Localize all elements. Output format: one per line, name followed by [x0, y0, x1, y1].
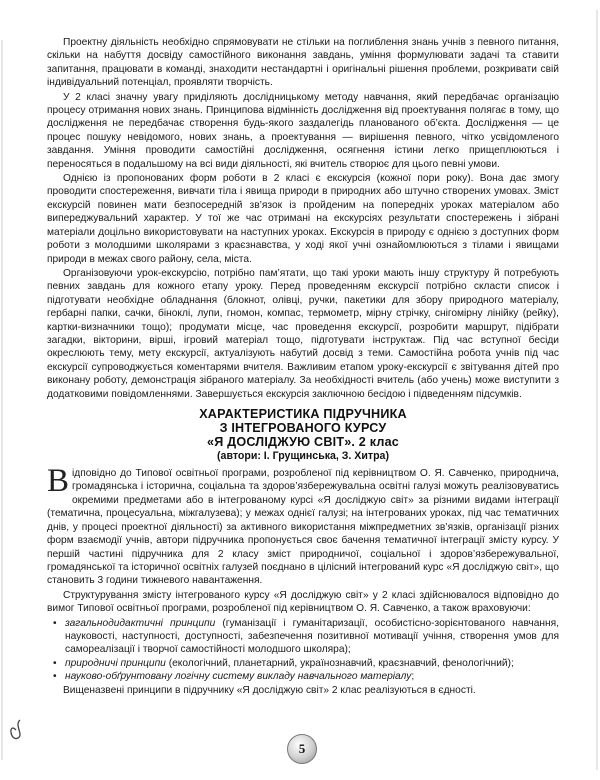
paragraph-excursion-lesson: Організовуючи урок-екскурсію, потрібно пам’ятати, що такі уроки мають іншу структуру й потребують певних завдань для кожного етапу уроку. Перед проведенням екскурсії потрібно скласти список і підготувати необхідне обладнання (блокнот, олівці, ручки, пакетики для збору природного матеріалу, гербарні папки, сачки, біноклі, лупи, гномон, компас, термометр, мірну стрічку, снігомірну лінійку (рейку), картки-визначники тощо); продумати місце, час проведення екскурсії, розробити маршрут, підібрати загадки, вікторини, вірші, ігровий матеріал тощо, підготувати інструктаж. Під час вступної бесіди окреслюють тему, мету екскурсії, актуалізують набутий досвід з теми. Самостійна робота учнів під час екскурсії супроводжується коментарями вчителя. Важливим етапом уроку-екскурсії є звітування дітей про виконану роботу, демонстрація зібраного матеріалу. За необхідності вчитель (або учень) може виступити з додатковими повідомленнями. Завершується екскурсія заключною бесідою і підведенням підсумків.	[47, 267, 559, 400]
list-item	[53, 617, 559, 657]
principle-term: природничі принципи	[65, 657, 166, 669]
paragraph-research-method: У 2 класі значну увагу приділяють дослідницькому методу навчання, який передбачає організацію процесу отримання нових знань. Принципова відмінність дослідження від проектування полягає в тому, що дослідження не передбачає створення будь-якого заздалегідь планованого об’єкта. Дослідження — це процес пошуку невідомого, нових знань, а проектування — вирішення певного, чітко усвідомленого завдання. Уміння проводити самостійні дослідження, осягнення істини легко прищеплюються і переносяться в подальшому на всі види діяльності, які вчитель створює для цього певні умови.	[47, 91, 559, 170]
scissors-mark-icon	[11, 720, 20, 739]
paragraph-program-text: ідповідно до Типової освітньої програми, розробленої під керівництвом О. Я. Савченко, природнича, громадянська і історична, соціальна та здоров’язбережувальна освітні галузі можуть реалізовуватись окремими предметами або в інтегрованому курсі «Я досліджую світ» за різними видами інтеграції (тематична, процесуальна, міжгалузева); у межах однієї галузі; на інтегрованих уроках, під час тематичних днів, у процесі проектної діяльності) за активного використання міжпредметних зв’язків, організації різних форм взаємодії учнів, автори підручника пропонується своє бачення тематичної інтеграції змісту курсу. У першій частині підручника для 2 класу зміст природничої, соціальної і здоров’язбережувальної, громадянської та історичної освітніх галузей поєднано в цілісний інтегрований курс «Я досліджую світ», що становить 3 години тижневого навантаження.	[47, 468, 559, 587]
principles-list	[47, 617, 559, 684]
principle-term: науково-обґрунтовану логічну систему викладу навчального матеріалу	[65, 671, 412, 683]
bullet-icon: •	[53, 617, 57, 629]
paragraph-program	[47, 463, 559, 588]
heading-line-1: ХАРАКТЕРИСТИКА ПІДРУЧНИКА	[199, 406, 407, 421]
heading-line-3: «Я ДОСЛІДЖУЮ СВІТ». 2 клас	[207, 435, 399, 450]
heading-line-2: З ІНТЕГРОВАНОГО КУРСУ	[219, 421, 387, 436]
principle-text: ;	[411, 671, 415, 683]
principle-text: (гуманізації і гуманітаризації, особистісно-зорієнтованого навчання, науковості, наступності, доступності, забезпечення позитивної мотивації учіння, створення умов для самореалізації і творчої самостійності молодшого школяра);	[65, 617, 559, 656]
list-item	[53, 670, 559, 683]
page-text	[47, 36, 559, 698]
page-number: 5	[298, 741, 306, 756]
paragraph-conclusion: Вищеназвені принципи в підручнику «Я досліджую світ» 2 клас реалізуються в єдності.	[63, 684, 476, 696]
list-item	[53, 657, 559, 670]
bullet-icon: •	[53, 671, 57, 683]
drop-cap-letter: В	[47, 463, 70, 500]
principle-term: загальнодидактичні принципи	[65, 617, 216, 629]
section-heading	[47, 407, 559, 463]
heading-authors: (автори: І. Грущинська, З. Хитра)	[217, 449, 389, 462]
paragraph-excursion: Однією із пропонованих форм роботи в 2 класі є екскурсія (кожної пори року). Вона дає змогу проводити спостереження, вивчати тіла і явища природи в природних або штучно створених умовах. Зміст екскурсій повинен мати безпосередній зв’язок із пройденим на попередніх уроках матеріалом або випереджувальний характер. У тої же час отримані на екскурсіях результати спостережень і зібрані матеріали доцільно використовувати на наступних уроках. Екскурсія в природу є однією з доступних форм роботи з молодшими школярами з краєзнавства, у ході якої учні ознайомлюються з тілами і явищами природи в межах свого району, села, міста.	[47, 173, 559, 265]
bullet-icon: •	[53, 657, 57, 669]
principle-text: (екологічний, планетарний, українознавчий, краєзнавчий, фенологічний);	[165, 657, 514, 669]
paragraph-project-activity: Проектну діяльність необхідно спрямовувати не стільки на поглиблення знань учнів з певного питання, скільки на набуття досвіду самостійного виконання завдань, уміння формулювати задачі та ставити запитання, працювати в команді, знаходити нестандартні і оригінальні рішення проблеми, розкривати свій індивідуальний потенціал, проявляти творчість.	[47, 37, 559, 89]
paragraph-structuring: Структурування змісту інтегрованого курсу «Я досліджую світ» у 2 класі здійснювалося відповідно до вимог Типової освітньої програми, розробленої під керівництвом О. Я. Савченко, а також враховуючи:	[47, 589, 559, 615]
page-number-badge	[287, 734, 317, 764]
